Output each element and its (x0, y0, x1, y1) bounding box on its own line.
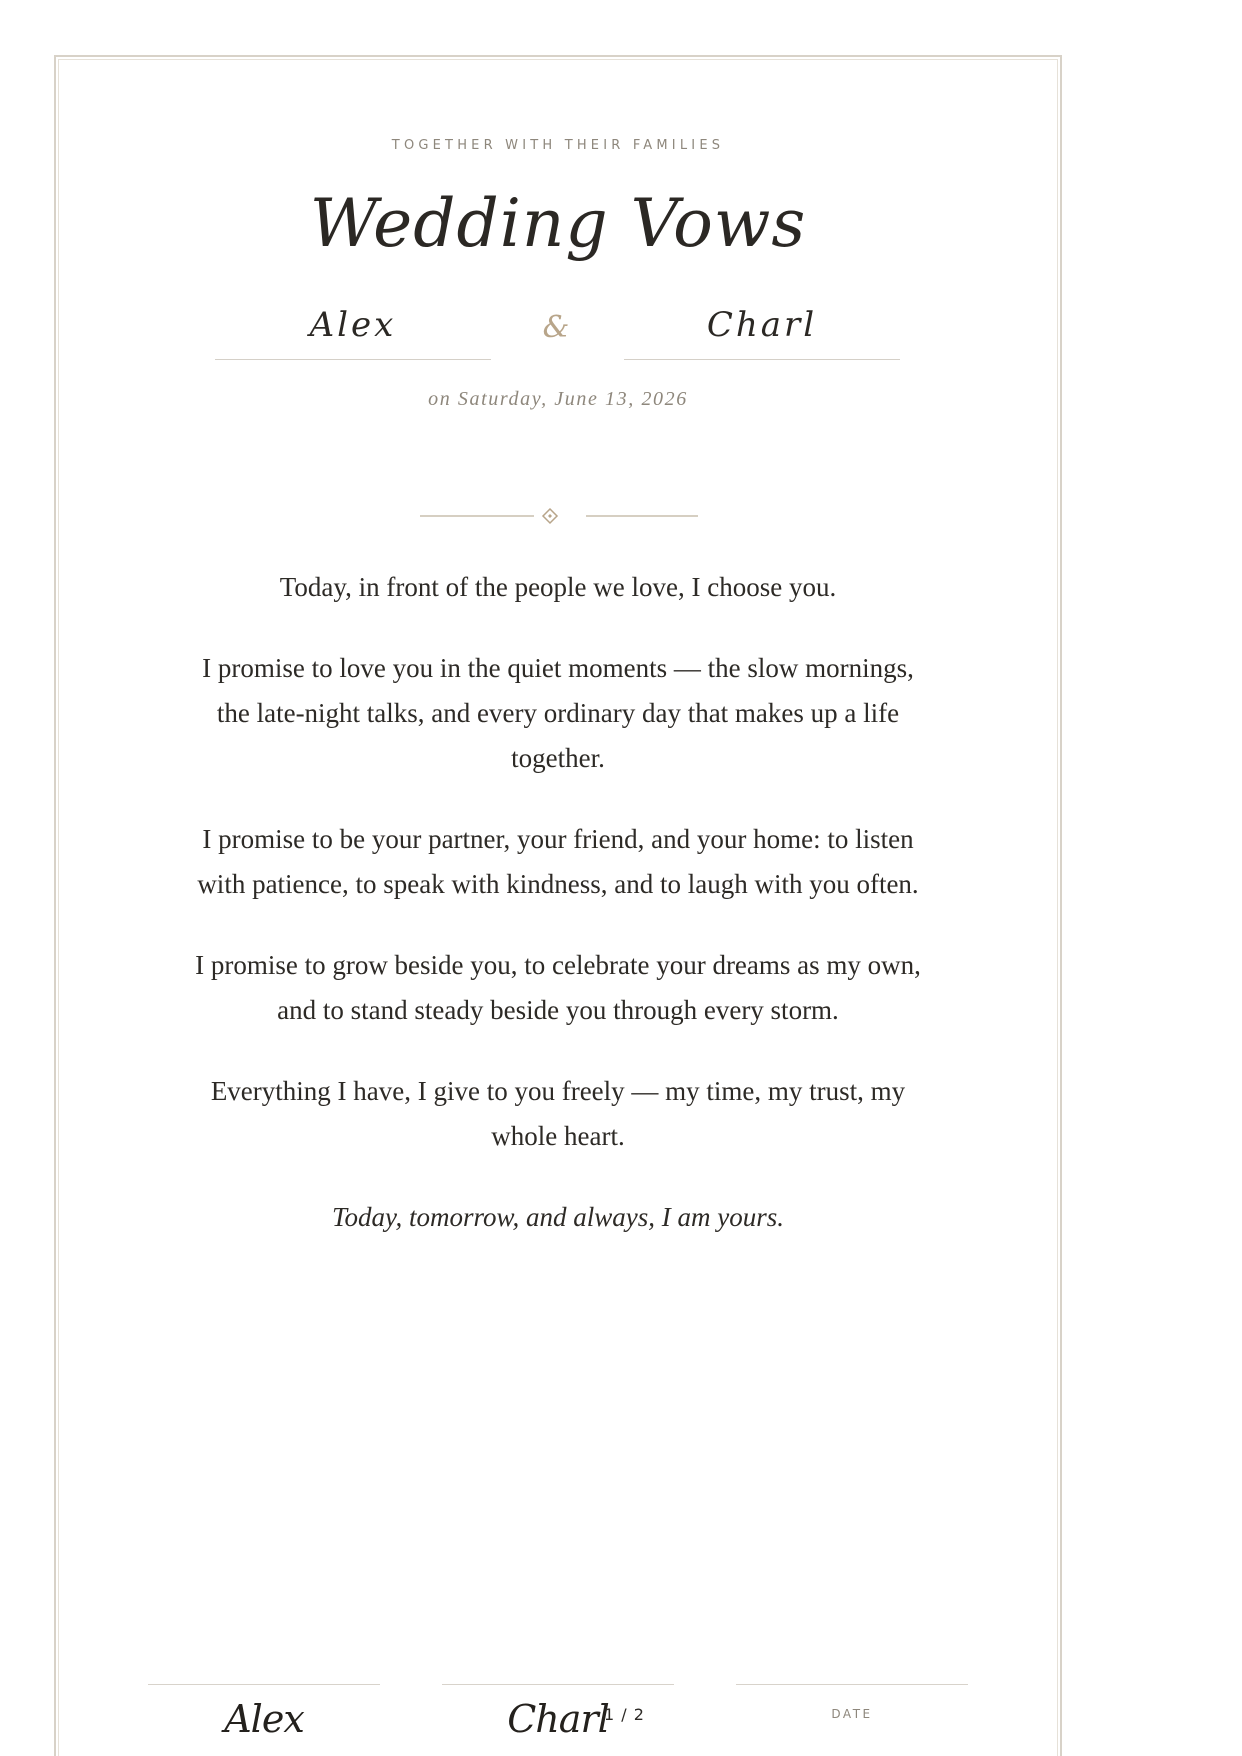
ornament-divider (420, 505, 698, 527)
date-label: DATE (831, 1707, 873, 1721)
signature-one: Alex (224, 1697, 304, 1741)
date-line (736, 1684, 968, 1755)
ceremony-date: on Saturday, June 13, 2026 (428, 388, 688, 410)
signature-two: Charl (507, 1697, 609, 1741)
diamond-ornament-icon (543, 509, 557, 523)
page-indicator: 1 / 2 (604, 1705, 645, 1724)
partner-two-name: Charl (624, 300, 900, 360)
signature-line-one (148, 1684, 380, 1755)
vow-paragraph: I promise to love you in the quiet moments — the slow mornings, the late-night talks, and every ordinary day that makes up a life together. (202, 653, 914, 773)
vow-closing: Today, tomorrow, and always, I am yours. (331, 1202, 785, 1232)
vow-paragraph: I promise to grow beside you, to celebrate your dreams as my own, and to stand steady beside you through every storm. (195, 950, 921, 1025)
vow-paragraph: I promise to be your partner, your friend, and your home: to listen with patience, to speak with kindness, and to laugh with you often. (197, 824, 919, 899)
ampersand: & (542, 310, 570, 345)
vows-text (190, 565, 926, 1276)
vow-paragraph: Today, in front of the people we love, I choose you. (279, 572, 837, 602)
vow-paragraph: Everything I have, I give to you freely — my time, my trust, my whole heart. (210, 1076, 906, 1151)
eyebrow-text: TOGETHER WITH THEIR FAMILIES (391, 138, 725, 153)
page-title: Wedding Vows (309, 185, 807, 262)
partner-one-name: Alex (215, 300, 491, 360)
